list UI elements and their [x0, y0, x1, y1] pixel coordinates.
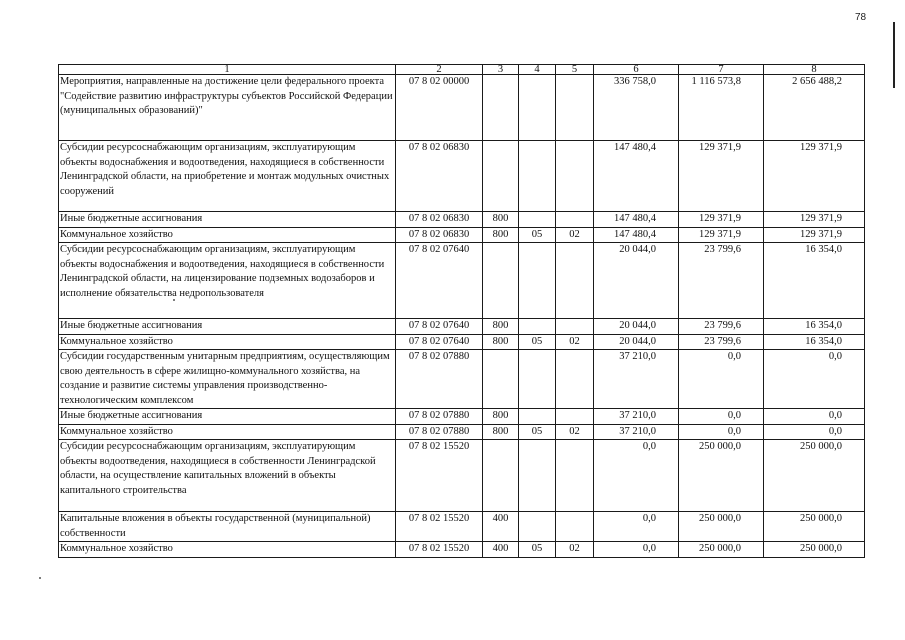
table-row — [59, 440, 865, 512]
section-cell: 05 — [519, 424, 556, 440]
amount-col8-cell: 0,0 — [764, 424, 865, 440]
row-name-cell: Коммунальное хозяйство — [59, 542, 396, 558]
subsection-cell — [556, 512, 594, 542]
column-header: 8 — [764, 65, 865, 75]
expense-type-cell: 800 — [483, 212, 519, 228]
amount-col7-cell: 1 116 573,8 — [679, 75, 764, 141]
amount-col7-cell: 0,0 — [679, 350, 764, 409]
expense-type-cell: 800 — [483, 319, 519, 335]
subsection-cell — [556, 141, 594, 212]
expense-type-cell — [483, 75, 519, 141]
subsection-cell: 02 — [556, 424, 594, 440]
row-name-cell: Субсидии ресурсоснабжающим организациям, эксплуатирующим объекты водоснабжения и водоотведения, находящиеся в собственности Ленинградской области, на лицензирование подземных водозаборов и исполнение обязательства недропользователя — [59, 243, 396, 319]
section-cell: 05 — [519, 542, 556, 558]
row-name-cell: Мероприятия, направленные на достижение цели федерального проекта "Содействие развитию инфраструктуры субъектов Российской Федерации (муниципальных образований)" — [59, 75, 396, 141]
section-cell — [519, 440, 556, 512]
amount-col8-cell: 0,0 — [764, 350, 865, 409]
column-header: 6 — [594, 65, 679, 75]
classification-code-cell: 07 8 02 07880 — [396, 424, 483, 440]
subsection-cell — [556, 319, 594, 335]
table-row — [59, 542, 865, 558]
table-row — [59, 350, 865, 409]
amount-col8-cell: 250 000,0 — [764, 440, 865, 512]
amount-col6-cell: 37 210,0 — [594, 409, 679, 425]
subsection-cell: 02 — [556, 542, 594, 558]
amount-col7-cell: 129 371,9 — [679, 212, 764, 228]
classification-code-cell: 07 8 02 07880 — [396, 409, 483, 425]
table-row — [59, 227, 865, 243]
amount-col6-cell: 0,0 — [594, 512, 679, 542]
scan-speck — [39, 577, 41, 579]
table-header-row — [59, 65, 865, 75]
section-cell — [519, 212, 556, 228]
expense-type-cell: 800 — [483, 334, 519, 350]
section-cell — [519, 141, 556, 212]
subsection-cell — [556, 350, 594, 409]
amount-col6-cell: 0,0 — [594, 542, 679, 558]
expense-type-cell: 800 — [483, 227, 519, 243]
column-header: 1 — [59, 65, 396, 75]
classification-code-cell: 07 8 02 15520 — [396, 512, 483, 542]
amount-col7-cell: 0,0 — [679, 409, 764, 425]
table-row — [59, 512, 865, 542]
expense-type-cell — [483, 350, 519, 409]
amount-col6-cell: 336 758,0 — [594, 75, 679, 141]
classification-code-cell: 07 8 02 06830 — [396, 141, 483, 212]
expense-type-cell — [483, 243, 519, 319]
subsection-cell: 02 — [556, 334, 594, 350]
expense-type-cell: 800 — [483, 424, 519, 440]
subsection-cell — [556, 440, 594, 512]
amount-col6-cell: 0,0 — [594, 440, 679, 512]
amount-col6-cell: 147 480,4 — [594, 227, 679, 243]
section-cell — [519, 319, 556, 335]
margin-rule — [893, 22, 895, 88]
amount-col8-cell: 2 656 488,2 — [764, 75, 865, 141]
column-header: 4 — [519, 65, 556, 75]
amount-col7-cell: 250 000,0 — [679, 542, 764, 558]
classification-code-cell: 07 8 02 15520 — [396, 440, 483, 512]
amount-col7-cell: 250 000,0 — [679, 440, 764, 512]
section-cell — [519, 243, 556, 319]
subsection-cell — [556, 243, 594, 319]
subsection-cell — [556, 212, 594, 228]
amount-col6-cell: 20 044,0 — [594, 334, 679, 350]
section-cell: 05 — [519, 227, 556, 243]
row-name-cell: Капитальные вложения в объекты государственной (муниципальной) собственности — [59, 512, 396, 542]
table-row — [59, 319, 865, 335]
row-name-cell: Иные бюджетные ассигнования — [59, 212, 396, 228]
table-row — [59, 212, 865, 228]
expense-type-cell: 800 — [483, 409, 519, 425]
classification-code-cell: 07 8 02 07640 — [396, 243, 483, 319]
expense-type-cell: 400 — [483, 542, 519, 558]
subsection-cell — [556, 409, 594, 425]
classification-code-cell: 07 8 02 06830 — [396, 212, 483, 228]
row-name-cell: Субсидии ресурсоснабжающим организациям, эксплуатирующим объекты водоотведения, находящиеся в собственности Ленинградской области, на осуществление капитальных вложений в объекты капитального строительства — [59, 440, 396, 512]
section-cell — [519, 75, 556, 141]
amount-col7-cell: 23 799,6 — [679, 334, 764, 350]
amount-col8-cell: 0,0 — [764, 409, 865, 425]
amount-col8-cell: 129 371,9 — [764, 227, 865, 243]
amount-col8-cell: 16 354,0 — [764, 319, 865, 335]
amount-col8-cell: 250 000,0 — [764, 512, 865, 542]
amount-col8-cell: 129 371,9 — [764, 141, 865, 212]
column-header: 3 — [483, 65, 519, 75]
amount-col7-cell: 23 799,6 — [679, 319, 764, 335]
amount-col8-cell: 16 354,0 — [764, 243, 865, 319]
table-row — [59, 334, 865, 350]
amount-col7-cell: 0,0 — [679, 424, 764, 440]
expense-type-cell: 400 — [483, 512, 519, 542]
row-name-cell: Субсидии ресурсоснабжающим организациям, эксплуатирующим объекты водоснабжения и водоотведения, находящиеся в собственности Ленинградской области, на приобретение и монтаж модульных очистных сооружений — [59, 141, 396, 212]
row-name-cell: Коммунальное хозяйство — [59, 227, 396, 243]
amount-col7-cell: 129 371,9 — [679, 227, 764, 243]
row-name-cell: Коммунальное хозяйство — [59, 424, 396, 440]
amount-col6-cell: 147 480,4 — [594, 141, 679, 212]
row-name-cell: Иные бюджетные ассигнования — [59, 319, 396, 335]
amount-col6-cell: 20 044,0 — [594, 243, 679, 319]
table-row — [59, 409, 865, 425]
row-name-cell: Иные бюджетные ассигнования — [59, 409, 396, 425]
subsection-cell — [556, 75, 594, 141]
column-header: 5 — [556, 65, 594, 75]
amount-col6-cell: 20 044,0 — [594, 319, 679, 335]
page-number: 78 — [855, 12, 867, 23]
column-header: 7 — [679, 65, 764, 75]
amount-col6-cell: 37 210,0 — [594, 424, 679, 440]
amount-col7-cell: 250 000,0 — [679, 512, 764, 542]
row-name-cell: Коммунальное хозяйство — [59, 334, 396, 350]
classification-code-cell: 07 8 02 07640 — [396, 334, 483, 350]
section-cell — [519, 409, 556, 425]
expense-type-cell — [483, 440, 519, 512]
row-name-cell: Субсидии государственным унитарным предприятиям, осуществляющим свою деятельность в сфере жилищно-коммунального хозяйства, на создание и развитие системы управления производственно-технологическим комплексом — [59, 350, 396, 409]
section-cell: 05 — [519, 334, 556, 350]
classification-code-cell: 07 8 02 07880 — [396, 350, 483, 409]
classification-code-cell: 07 8 02 15520 — [396, 542, 483, 558]
budget-table — [58, 64, 865, 558]
amount-col8-cell: 129 371,9 — [764, 212, 865, 228]
subsection-cell: 02 — [556, 227, 594, 243]
classification-code-cell: 07 8 02 00000 — [396, 75, 483, 141]
section-cell — [519, 350, 556, 409]
amount-col6-cell: 37 210,0 — [594, 350, 679, 409]
amount-col7-cell: 129 371,9 — [679, 141, 764, 212]
expense-type-cell — [483, 141, 519, 212]
amount-col8-cell: 250 000,0 — [764, 542, 865, 558]
table-row — [59, 243, 865, 319]
amount-col8-cell: 16 354,0 — [764, 334, 865, 350]
table-row — [59, 424, 865, 440]
table-row — [59, 141, 865, 212]
section-cell — [519, 512, 556, 542]
classification-code-cell: 07 8 02 06830 — [396, 227, 483, 243]
classification-code-cell: 07 8 02 07640 — [396, 319, 483, 335]
amount-col6-cell: 147 480,4 — [594, 212, 679, 228]
table-row — [59, 75, 865, 141]
amount-col7-cell: 23 799,6 — [679, 243, 764, 319]
column-header: 2 — [396, 65, 483, 75]
